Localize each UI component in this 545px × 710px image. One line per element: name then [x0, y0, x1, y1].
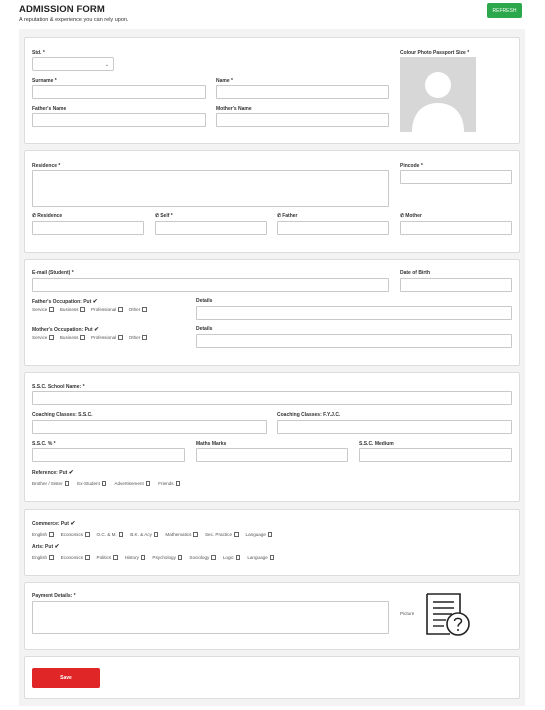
- commerce-heading: [32, 520, 75, 527]
- father-occ-business[interactable]: Business: [60, 307, 88, 312]
- checkbox[interactable]: [49, 335, 54, 340]
- arts-logic[interactable]: Logic: [223, 555, 243, 560]
- checkbox[interactable]: [85, 555, 90, 560]
- phone-icon: ✆: [400, 213, 405, 219]
- checkbox[interactable]: [49, 307, 54, 312]
- arts-psychology[interactable]: Psychology: [152, 555, 185, 560]
- commerce-economics[interactable]: Economics: [61, 532, 93, 537]
- coaching-ssc-input[interactable]: [32, 420, 267, 434]
- father-details-input[interactable]: [196, 306, 512, 320]
- ref-ex-student[interactable]: Ex-Student: [77, 481, 109, 486]
- check-icon: ✔: [54, 544, 60, 550]
- mother-occupation-options: [32, 335, 153, 340]
- father-occ-professional[interactable]: Professional: [91, 307, 126, 312]
- arts-history[interactable]: History: [125, 555, 149, 560]
- father-details-label: Details: [196, 298, 213, 304]
- checkbox[interactable]: [193, 532, 198, 537]
- reference-options: [32, 481, 186, 486]
- checkbox[interactable]: [268, 532, 273, 537]
- arts-politics[interactable]: Politics: [97, 555, 121, 560]
- father-occ-other[interactable]: Other: [129, 307, 150, 312]
- checkbox[interactable]: [102, 481, 107, 486]
- phone-father-label-wrap: [277, 213, 297, 219]
- residence-textarea[interactable]: [32, 170, 389, 207]
- phone-mother-label: Mother: [405, 213, 422, 219]
- phone-mother-input[interactable]: [400, 221, 512, 235]
- refresh-button[interactable]: REFRESH: [487, 3, 522, 18]
- email-input[interactable]: [32, 278, 389, 292]
- checkbox[interactable]: [270, 555, 275, 560]
- checkbox[interactable]: [176, 481, 181, 486]
- mother-occ-service[interactable]: Service: [32, 335, 57, 340]
- arts-language[interactable]: Language: [247, 555, 277, 560]
- commerce-sec-practice[interactable]: Sec. Practice: [205, 532, 242, 537]
- ssc-medium-input[interactable]: [359, 448, 512, 462]
- father-occ-service[interactable]: Service: [32, 307, 57, 312]
- mother-details-input[interactable]: [196, 334, 512, 348]
- phone-self-input[interactable]: [155, 221, 267, 235]
- father-occupation-label: Father's Occupation: Put: [32, 299, 92, 305]
- coaching-fyjc-label: Coaching Classes: F.Y.J.C.: [277, 412, 341, 418]
- ssc-school-input[interactable]: [32, 391, 512, 405]
- commerce-ocm[interactable]: O.C. & M.: [97, 532, 127, 537]
- ref-brother-sister[interactable]: Brother / Sister: [32, 481, 72, 486]
- std-label: Std. *: [32, 50, 45, 56]
- ssc-percent-label: S.S.C. % *: [32, 441, 56, 447]
- checkbox[interactable]: [80, 307, 85, 312]
- commerce-options: [32, 532, 278, 537]
- checkbox[interactable]: [154, 532, 159, 537]
- checkbox[interactable]: [49, 532, 54, 537]
- residence-label: Residence *: [32, 163, 61, 169]
- name-input[interactable]: [216, 85, 389, 99]
- maths-marks-label: Maths Marks: [196, 441, 227, 447]
- surname-label: Surname *: [32, 78, 57, 84]
- checkbox[interactable]: [178, 555, 183, 560]
- phone-icon: ✆: [277, 213, 282, 219]
- checkbox[interactable]: [119, 532, 124, 537]
- mother-details-label: Details: [196, 326, 213, 332]
- mother-occ-professional[interactable]: Professional: [91, 335, 126, 340]
- arts-options: [32, 555, 280, 560]
- checkbox[interactable]: [113, 555, 118, 560]
- commerce-mathematics[interactable]: Mathematics: [165, 532, 201, 537]
- ref-friends[interactable]: Friends: [158, 481, 183, 486]
- phone-residence-label-wrap: [32, 213, 62, 219]
- phone-icon: ✆: [155, 213, 160, 219]
- father-occupation-heading: [32, 298, 98, 305]
- document-question-icon[interactable]: [424, 592, 472, 638]
- phone-residence-label: Residence: [37, 213, 63, 219]
- checkbox[interactable]: [211, 555, 216, 560]
- surname-input[interactable]: [32, 85, 206, 99]
- phone-father-label: Father: [282, 213, 298, 219]
- check-icon: ✔: [70, 521, 76, 527]
- father-occupation-options: [32, 307, 153, 312]
- phone-self-label-wrap: [155, 213, 173, 219]
- checkbox[interactable]: [118, 307, 123, 312]
- ssc-medium-label: S.S.C. Medium: [359, 441, 394, 447]
- phone-mother-label-wrap: [400, 213, 422, 219]
- phone-father-input[interactable]: [277, 221, 389, 235]
- photo-placeholder[interactable]: [400, 57, 476, 132]
- arts-sociology[interactable]: Sociology: [189, 555, 218, 560]
- payment-textarea[interactable]: [32, 601, 389, 634]
- ssc-percent-input[interactable]: [32, 448, 185, 462]
- save-button[interactable]: Save: [32, 668, 100, 688]
- mother-occ-business[interactable]: Business: [60, 335, 88, 340]
- dob-input[interactable]: [400, 278, 512, 292]
- maths-marks-input[interactable]: [196, 448, 348, 462]
- commerce-english[interactable]: English: [32, 532, 57, 537]
- mother-occ-other[interactable]: Other: [129, 335, 150, 340]
- check-icon: ✔: [92, 299, 98, 305]
- picture-label: Picture: [400, 611, 415, 616]
- mother-name-label: Mother's Name: [216, 106, 252, 112]
- checkbox[interactable]: [85, 532, 90, 537]
- checkbox[interactable]: [146, 481, 151, 486]
- payment-label: Payment Details: *: [32, 593, 76, 599]
- father-name-input[interactable]: [32, 113, 206, 127]
- chevron-down-icon: ⌄: [104, 62, 109, 68]
- reference-label: Reference: Put: [32, 470, 68, 476]
- arts-english[interactable]: English: [32, 555, 57, 560]
- phone-icon: ✆: [32, 213, 37, 219]
- phone-self-label: Self *: [160, 213, 173, 219]
- subjects-card: [24, 509, 520, 576]
- checkbox[interactable]: [142, 335, 147, 340]
- coaching-fyjc-input[interactable]: [277, 420, 512, 434]
- checkbox[interactable]: [234, 532, 239, 537]
- check-icon: ✔: [68, 470, 74, 476]
- avatar-icon: [400, 57, 476, 132]
- mother-occupation-label: Mother's Occupation: Put: [32, 327, 93, 333]
- mother-occupation-heading: [32, 326, 99, 333]
- page-subtitle: A reputation & experience you can rely upon.: [19, 17, 129, 23]
- name-label: Name *: [216, 78, 233, 84]
- checkbox[interactable]: [236, 555, 241, 560]
- arts-label: Arts: Put: [32, 544, 54, 550]
- email-label: E-mail (Student) *: [32, 270, 74, 276]
- commerce-bk-acy[interactable]: B.K. & Acy: [130, 532, 161, 537]
- checkbox[interactable]: [142, 307, 147, 312]
- reference-heading: [32, 469, 74, 476]
- dob-label: Date of Birth: [400, 270, 430, 276]
- commerce-label: Commerce: Put: [32, 521, 69, 527]
- ssc-school-label: S.S.C. School Name: *: [32, 384, 85, 390]
- checkbox[interactable]: [49, 555, 54, 560]
- mother-name-input[interactable]: [216, 113, 389, 127]
- ref-advertisement[interactable]: Advertisement: [114, 481, 153, 486]
- pincode-input[interactable]: [400, 170, 512, 184]
- arts-heading: [32, 543, 60, 550]
- std-select[interactable]: [32, 57, 114, 71]
- checkbox[interactable]: [80, 335, 85, 340]
- phone-residence-input[interactable]: [32, 221, 144, 235]
- check-icon: ✔: [94, 327, 100, 333]
- page-title: ADMISSION FORM: [19, 4, 105, 15]
- coaching-ssc-label: Coaching Classes: S.S.C.: [32, 412, 93, 418]
- pincode-label: Pincode *: [400, 163, 423, 169]
- checkbox[interactable]: [118, 335, 123, 340]
- photo-label: Colour Photo Passport Size *: [400, 50, 470, 56]
- commerce-language[interactable]: Language: [246, 532, 276, 537]
- father-name-label: Father's Name: [32, 106, 67, 112]
- checkbox[interactable]: [65, 481, 70, 486]
- arts-economics[interactable]: Economics: [61, 555, 93, 560]
- checkbox[interactable]: [141, 555, 146, 560]
